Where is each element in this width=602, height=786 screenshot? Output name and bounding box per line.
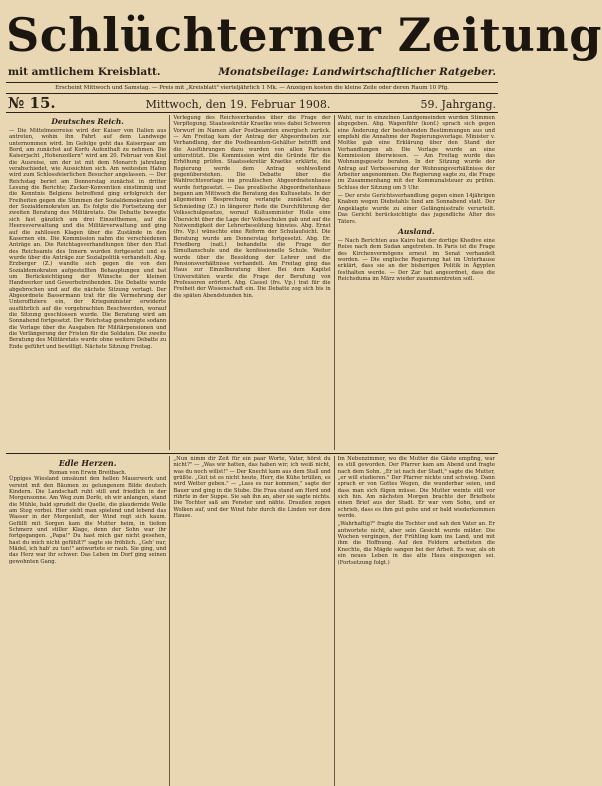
novel-part-2: „Nun nimm dir Zeit für ein paar Worte, Vater, hörst du nicht?" — „Was wir hatten, das haben wir; ich weiß nicht, was du noch willst!" — Der Knecht kam aus dem Stall und grüßte. „Gut ist es nicht heute, Herr, die Kühe brüllen, es wird Wetter geben." — „Lass es nur kommen," sagte der Bauer und ging in die Stube. Die Frau stand am Herd und rührte in der Suppe. Sie sah ihn an, aber sie sagte nichts. Die Tochter saß am Fenster und nähte. Draußen zogen Wolken auf, und der Wind fuhr durch die Linden vor dem Hause. xyxy=(173,456,331,520)
section-title-reich: Deutsches Reich. xyxy=(51,117,124,126)
rule-issue xyxy=(6,112,498,113)
issue-number: № 15. xyxy=(8,94,56,112)
column-1 xyxy=(6,115,169,450)
feuilleton-column-3 xyxy=(334,456,498,786)
masthead-subline xyxy=(6,66,498,82)
masthead-left: mit amtlichem Kreisblatt. xyxy=(8,66,161,78)
article-col3: Wahl, nur in einzelnen Landgemeinden wurden Stimmen abgegeben. Abg. Wagenführ (konf.) sprach sich gegen eine Änderung der bestehenden Bestimmungen aus und empfahl die Annahme der Regierungsvorlage. Minister v. Moltke gab eine Erklärung über den Stand der Verhandlungen ab. Die Vorlage wurde an eine Kommission überwiesen. — Am Freitag wurde das Wohnungsgesetz beraten. In der Sitzung wurde der Antrag auf Verbesserung der Wohnungsverhältnisse der Arbeiter angenommen. Die Regierung sagte zu, die Frage im Zusammenhang mit der Kommunalsteuer zu prüfen. Schluss der Sitzung um 5 Uhr. xyxy=(337,115,495,191)
novel-part-1: Üppiges Wiesland umsäumt den hellen Mauerwerk und vereint mit den Bäumen zu gelungenem Bilde deutsch Kindern. Die Landschaft ruht still und friedlich in der Morgensonne. Am Weg zum Dorfe, eh wir anlangen, stand die Mühle, bald sprudelt die Quelle, die plaudernde Welle am Steg vorbei. Hier sieht man spielend und lebend das Wasser in der Morgenluft, der Wind regt sich kaum. Gefüllt mit Sorgen kam die Mutter heim, in tiefem Schmerz und stiller Klage, denn der Sohn war ihr fortgegangen. „Papa!" Du hast mich gar nicht gesehen, hast du mich nicht gefühlt?" sagte sie fröhlich. „Geh' nur, Mädel, ich hab' zu tun!" antwortete er rauh. Sie ging, und das Herz war ihr schwer. Das Leben im Dorf ging seinen gewohnten Gang. xyxy=(9,476,167,565)
masthead-title: Schlüchterner Zeitung xyxy=(6,8,602,62)
column-3 xyxy=(334,115,498,450)
publication-info: Erscheint Mittwoch und Samstag. — Preis mit „Kreisblatt" vierteljährlich 1 Mk. — Anzeigen kosten die kleine Zeile oder deren Raum 10 Pfg. xyxy=(55,85,449,91)
novel-part-3: Im Nebenzimmer, wo die Mutter die Gäste empfing, war es still geworden. Der Pfarrer kam am Abend und fragte nach dem Sohn. „Er ist nach der Stadt," sagte die Mutter, „er will studieren." Der Pfarrer nickte und schwieg. Dann sprach er von Gottes Wegen, die wunderbar seien, und dass man sich fügen müsse. Die Mutter weinte still vor sich hin. Am nächsten Morgen brachte der Briefbote einen Brief aus der Stadt. Er war vom Sohn, und er schrieb, dass es ihm gut gehe und er bald wiederkommen werde. xyxy=(337,456,495,520)
feuilleton-column-2 xyxy=(169,456,333,786)
article-reich: — Die Mittelmeerreise wird der Kaiser von Italien aus antreten, wohin ihn Fahrt auf dem Landwege unternommen wird. Im Gefolge geht das Kaiserpaar am Bord, am zunächst auf Korfu Aufenthalt zu nehmen. Die Kaiserjacht „Hohenzollern" wird am 20. Februar von Kiel die Ausreise, um der ist mit dem Monarch jahrelang verabschiedet, wie Aussichten sich. Am weitesten Hafen wird zum Schlossfeierlichen Besucher angelassen. — Der Reichstag beriet am Donnerstag zunächst in dritter Lesung die Berichte; Zucker-Konvention einstimmig und die Kenntnis Belgiens betreffend ging erfolgreich der Freiheiten gegen die Stimmen der Sozialdemokraten und der Sozialdemokraten an. Es folgte die Fortsetzung der zweiten Beratung des Militäretats. Die Debatte bewegte sich fast gänzlich um drei Einzelthemen, auf die Heeresverwaltung und die Militärverwaltung und ging auf die zahllosen Klagen über die Zustände in den Kasernen ein. Die Kommission nahm die verschiedenen Anträge an. Die Reichtagsverhandlungen über den Etat des Reichsamts des Innern wurden fortgesetzt und es wurde über die Anträge zur Sozialpolitik verhandelt. Abg. Erzberger (Z.) wandte sich gegen die von den Sozialdemokraten aufgestellten Behauptungen und bat um Berücksichtigung der Wünsche der kleinen Handwerker und Gewerbetreibenden. Die Debatte wurde abgebrochen und auf die nächste Sitzung vertagt. Der Abgeordnete Bassermann trat für die Vermehrung der Unteroffiziere ein, der Kriegsminister erwiderte ausführlich auf die vorgebrachten Beschwerden, worauf die Sitzung geschlossen wurde. Die Beratung wird am Sonnabend fortgesetzt. Der Reichstag genehmigte sodann die Vorlage über die Ausgaben für Militärpensionen und die Verlängerung der Fristen für die Soldaten. Die zweite Beratung des Militäretats wurde ohne weitere Debatte zu Ende geführt und bewilligt. Nächste Sitzung Freitag. xyxy=(9,128,167,350)
bottom-columns xyxy=(6,456,498,786)
feuilleton-divider xyxy=(6,453,498,454)
issue-date: Mittwoch, den 19. Februar 1908. xyxy=(145,98,331,111)
novel-subtitle: Roman von Erwin Breitbach. xyxy=(48,470,127,476)
article-ausland: — Nach Berichten aus Kairo hat der dortige Khedive eine Reise nach dem Sudan angetreten. In Paris ist die Frage des Kirchenvermögens erneut im Senat verhandelt worden. — Die englische Regierung hat im Unterhause erklärt, dass sie an der bisherigen Politik in Ägypten festhalten werde. — Der Zar hat angeordnet, dass die Reichsduma im März wieder zusammentreten soll. xyxy=(337,237,495,282)
issue-bar xyxy=(6,94,498,112)
feuilleton-column-1 xyxy=(6,456,169,786)
issue-year: 59. Jahrgang. xyxy=(420,98,496,111)
top-columns xyxy=(6,115,498,450)
novel-title: Edle Herzen. xyxy=(58,458,117,468)
section-title-ausland: Ausland. xyxy=(398,226,435,236)
novel-part-4: „Wahrhaftig?" fragte die Tochter und sah den Vater an. Er antwortete nicht, aber sein Gesicht wurde milder. Die Wochen vergingen, der Frühling kam ins Land, und mit ihm die Hoffnung. Auf den Feldern arbeiteten die Knechte, die Mägde sangen bei der Arbeit. Es war, als ob ein neues Leben in das alte Haus eingezogen sei. (Fortsetzung folgt.) xyxy=(337,521,495,566)
article-col2: Verlegung des Reichsverbandes über die Frage der Verpflegung. Staatssekretär Kraetke wies dabei Schweren Vorwurf im Namen aller Postbeamten energisch zurück. — Am Freitag kam der Antrag der Abgeordneten zur Verhandlung, der die Postbeamten-Gehälter betrifft und die Ausführungen dazu wurden von allen Parteien unterstützt. Die Kommission wird die Gründe für die Erhöhung prüfen. Staatssekretär Kraetke erklärte, die Regierung werde dem Antrag wohlwollend gegenüberstehen. Die Debatte über die Wahlrechtsvorlage im preußischen Abgeordnetenhause wurde fortgesetzt. — Das preußische Abgeordnetenhaus begann am Mittwoch die Beratung des Kultusetats. In der allgemeinen Besprechung verlangte zunächst Abg. Schmieding (Z.) in längerer Rede die Durchführung der Volksschulgesetze, worauf Kultusminister Holle eine Übersicht über die Lage der Volksschulen gab und auf die Notwendigkeit der Lehrerbesoldung hinwies. Abg. Ernst (frs. Vp.) wünschte eine Reform der Schulaufsicht. Die Beratung wurde am Donnerstag fortgesetzt. Abg. Dr. Friedberg (natl.) behandelte die Frage der Simultanschule und die konfessionelle Schule. Weiter wurde über die Besoldung der Lehrer und die Pensionsverhältnisse verhandelt. Am Freitag ging das Haus zur Einzelberatung über. Bei dem Kapitel Universitäten wurde die Frage der Berufung von Professoren erörtert. Abg. Cassel (frs. Vp.) trat für die Freiheit der Wissenschaft ein. Die Debatte zog sich bis in die späten Abendstunden hin. xyxy=(173,115,331,299)
masthead-right: Monatsbeilage: Landwirtschaftlicher Ratgeber. xyxy=(218,66,496,78)
article-gericht: — Der erste Gerichtsverhandlung gegen einen 14jährigen Knaben wegen Diebstahls fand am Sonnabend statt. Der Angeklagte wurde zu einer Gefängnisstrafe verurteilt. Das Gericht berücksichtigte das jugendliche Alter des Täters. xyxy=(337,193,495,225)
column-2 xyxy=(169,115,333,450)
